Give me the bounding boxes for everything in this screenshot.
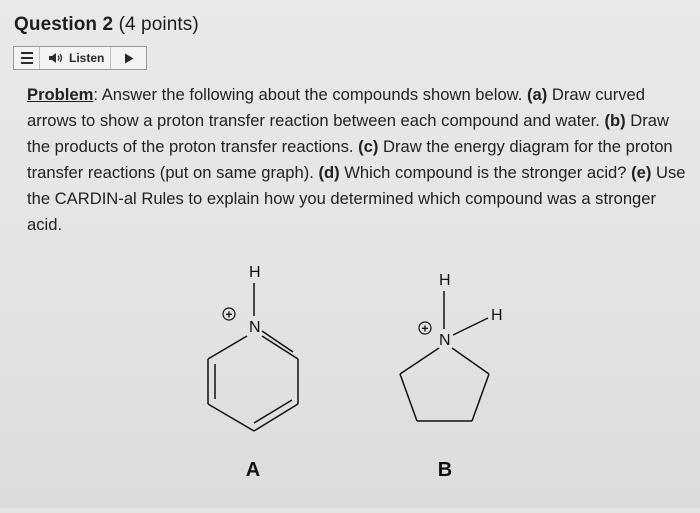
question-number: Question 2 [14,14,114,35]
part-a-tag: (a) [526,85,548,104]
compound-a-h-atom: H [249,264,261,281]
play-icon [124,53,134,64]
compound-b-n-atom: N [439,332,451,349]
compound-a-double-bond [262,331,293,352]
part-d-text: Which compound is the stronger acid? [339,163,632,182]
speaker-icon [48,52,64,64]
menu-button[interactable] [14,47,40,69]
compound-b-h-top-atom: H [439,272,451,289]
compound-b-structure [400,272,503,421]
part-b-tag: (b) [604,111,626,130]
compound-a-label: A [245,459,261,481]
compound-a-ring-bond [208,336,247,359]
structures-area [0,240,700,508]
listen-button[interactable] [40,47,111,69]
part-c-tag: (c) [358,137,379,156]
compound-b-ring-bond [452,348,489,374]
compound-b-h-right-atom: H [491,307,503,324]
read-aloud-toolbar [13,46,147,70]
part-a-text: Draw curved arrows to show a proton transfer reaction between each compound and water. [27,85,645,130]
menu-icon [21,52,33,54]
compound-a-ring-bond [254,404,298,431]
compound-b-nh-bond [453,318,488,335]
compound-a-ring-bond [262,336,298,359]
problem-intro: : Answer the following about the compounds shown below. [93,85,527,104]
compound-a-ring-bond [208,404,254,431]
part-c-text: Draw the energy diagram for the proton transfer reactions (put on same graph). [27,137,673,182]
play-button[interactable] [111,47,146,69]
compound-a-structure [208,264,298,431]
question-title [14,14,199,36]
problem-text [27,82,689,238]
compound-a-n-atom: N [249,319,261,336]
part-e-text: Use the CARDIN-al Rules to explain how you determined which compound was a stronger acid. [27,163,686,234]
compound-b-label: B [437,459,453,481]
part-b-text: Draw the products of the proton transfer reactions. [27,111,669,156]
compound-b-ring-bond [472,374,489,421]
problem-label: Problem [27,85,94,104]
part-d-tag: (d) [318,163,340,182]
listen-label: Listen [69,51,105,65]
compound-a-charge-sign: + [225,307,233,322]
compound-a-charge [223,308,235,322]
compound-b-ring-bond [400,348,439,374]
compound-b-charge [419,322,431,336]
structures-svg [0,240,700,508]
question-points: (4 points) [118,14,199,35]
compound-b-charge-sign: + [421,321,429,336]
compound-b-ring-bond [400,374,417,421]
part-e-tag: (e) [631,163,652,182]
